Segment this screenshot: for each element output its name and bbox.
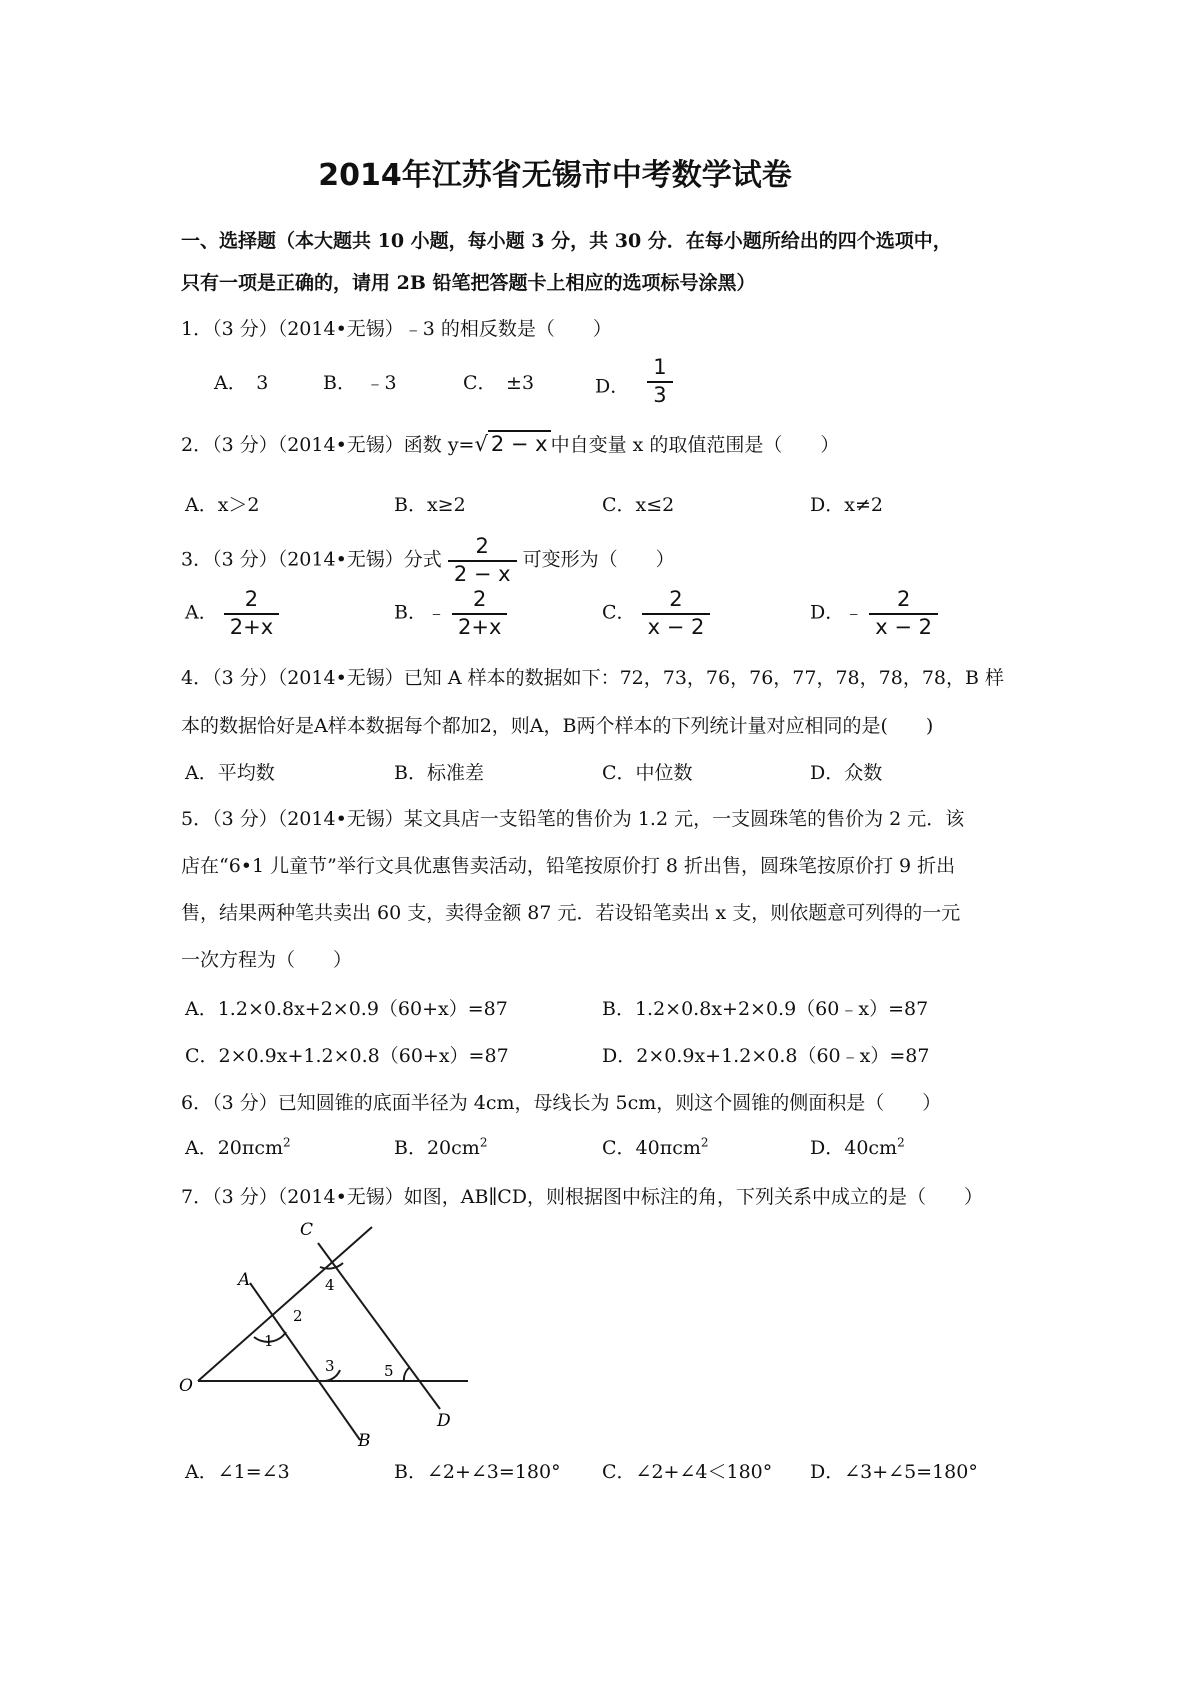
q3-b-label: B．	[394, 601, 427, 624]
q3-b-denominator: 2+x	[452, 613, 507, 639]
q5-option-c: C．2×0.9x+1.2×0.8（60+x）=87	[185, 1045, 509, 1067]
q2-option-a: A．x＞2	[185, 494, 260, 516]
q6-d-base: D．40cm	[810, 1137, 898, 1159]
q1-option-d-label: D．	[595, 375, 630, 398]
q3-stem-post: 可变形为（ ）	[522, 548, 675, 571]
q6-b-sup: 2	[479, 1135, 488, 1150]
label-point-d: D	[437, 1411, 451, 1431]
q6-b-base: B．20cm	[394, 1137, 480, 1159]
section-header-line1: 一、选择题（本大题共 10 小题，每小题 3 分，共 30 分．在每小题所给出的四个选项中，	[181, 230, 952, 252]
figure-line-ray-oc	[198, 1227, 372, 1381]
question-5-line1: 5．（3 分）（2014•无锡）某文具店一支铅笔的售价为 1.2 元，一支圆珠笔的售价为 2 元．该	[181, 808, 965, 830]
section-header-line2: 只有一项是正确的，请用 2B 铅笔把答题卡上相应的选项标号涂黑）	[181, 272, 756, 294]
q3-c-numerator: 2	[669, 587, 683, 611]
q4-option-d: D．众数	[810, 762, 883, 784]
label-point-b: B	[358, 1431, 371, 1451]
q3-frac-denominator: 2 − x	[448, 560, 517, 586]
q7-option-d: D．∠3+∠5=180°	[810, 1461, 978, 1483]
q2-sqrt: √ 2 − x	[474, 430, 550, 456]
question-1-stem: 1．（3 分）（2014•无锡）﹣3 的相反数是（ ）	[181, 318, 612, 340]
q3-stem-pre: 3．（3 分）（2014•无锡）分式	[181, 548, 442, 571]
q1-option-a: A． 3	[214, 372, 269, 394]
q3-d-denominator: x − 2	[869, 613, 938, 639]
q3-c-label: C．	[602, 601, 636, 624]
q6-c-base: C．40πcm	[602, 1137, 701, 1159]
question-7-stem: 7．（3 分）（2014•无锡）如图，AB∥CD，则根据图中标注的角，下列关系中成立的是（ ）	[181, 1186, 984, 1208]
question-4-line1: 4．（3 分）（2014•无锡）已知 A 样本的数据如下：72，73，76，76，77，78，78，78，B 样	[181, 667, 1004, 689]
question-5-line4: 一次方程为（ ）	[181, 949, 353, 971]
q1-option-c: C． ±3	[463, 372, 535, 394]
q3-c-denominator: x − 2	[642, 613, 711, 639]
q7-option-c: C．∠2+∠4＜180°	[602, 1461, 773, 1483]
q2-stem-pre: 2．（3 分）（2014•无锡）函数 y=	[181, 434, 475, 456]
q5-option-a: A．1.2×0.8x+2×0.9（60+x）=87	[185, 998, 508, 1020]
label-angle-3: 3	[325, 1357, 335, 1375]
q3-b-numerator: 2	[473, 587, 487, 611]
page-title: 2014年江苏省无锡市中考数学试卷	[318, 158, 792, 193]
q2-option-c: C．x≤2	[602, 494, 675, 516]
label-angle-4: 4	[325, 1276, 335, 1294]
q3-a-numerator: 2	[244, 587, 259, 611]
q1-d-denominator: 3	[647, 381, 672, 407]
q3-d-label: D．	[810, 601, 845, 624]
q6-c-sup: 2	[700, 1135, 709, 1150]
question-5-line3: 售，结果两种笔共卖出 60 支，卖得金额 87 元．若设铅笔卖出 x 支，则依题意可列得的一元	[181, 902, 961, 924]
q2-radicand: 2 − x	[488, 430, 551, 456]
q3-frac-numerator: 2	[475, 534, 489, 558]
q7-option-b: B．∠2+∠3=180°	[394, 1461, 561, 1483]
label-point-a: A	[238, 1270, 251, 1290]
q3-d-numerator: 2	[896, 587, 911, 611]
q5-option-b: B．1.2×0.8x+2×0.9（60﹣x）=87	[602, 998, 929, 1020]
q6-a-sup: 2	[283, 1135, 291, 1150]
q3-b-sign: ﹣	[426, 601, 446, 624]
q6-d-sup: 2	[897, 1135, 905, 1150]
q3-a-denominator: 2+x	[224, 613, 279, 639]
label-point-o: O	[179, 1376, 193, 1396]
q2-option-d: D．x≠2	[810, 494, 883, 516]
q4-option-a: A．平均数	[185, 762, 275, 784]
label-angle-1: 1	[264, 1332, 274, 1350]
q2-option-b: B．x≥2	[394, 494, 466, 516]
question-4-line2: 本的数据恰好是A样本数据每个都加2，则A，B两个样本的下列统计量对应相同的是( )	[181, 715, 934, 737]
q4-option-c: C．中位数	[602, 762, 693, 784]
q1-d-numerator: 1	[653, 355, 667, 379]
label-angle-5: 5	[384, 1362, 394, 1380]
q3-d-sign: ﹣	[844, 601, 864, 624]
label-angle-2: 2	[293, 1307, 303, 1325]
q5-option-d: D．2×0.9x+1.2×0.8（60﹣x）=87	[602, 1045, 930, 1067]
question-5-line2: 店在“6•1 儿童节”举行文具优惠售卖活动，铅笔按原价打 8 折出售，圆珠笔按原价打 9 折出	[181, 855, 956, 877]
q7-option-a: A．∠1=∠3	[185, 1461, 290, 1483]
q6-a-base: A．20πcm	[185, 1137, 284, 1159]
question-6-stem: 6．（3 分）已知圆锥的底面半径为 4cm，母线长为 5cm，则这个圆锥的侧面积是（ ）	[181, 1092, 942, 1114]
angle-arc-5	[404, 1367, 410, 1381]
label-point-c: C	[300, 1220, 314, 1240]
q4-option-b: B．标准差	[394, 762, 484, 784]
q3-a-label: A．	[185, 601, 218, 624]
q2-stem-post: 中自变量 x 的取值范围是（ ）	[550, 434, 840, 456]
q1-option-b: B． ﹣3	[323, 372, 397, 394]
figure-line-ab	[250, 1283, 360, 1440]
